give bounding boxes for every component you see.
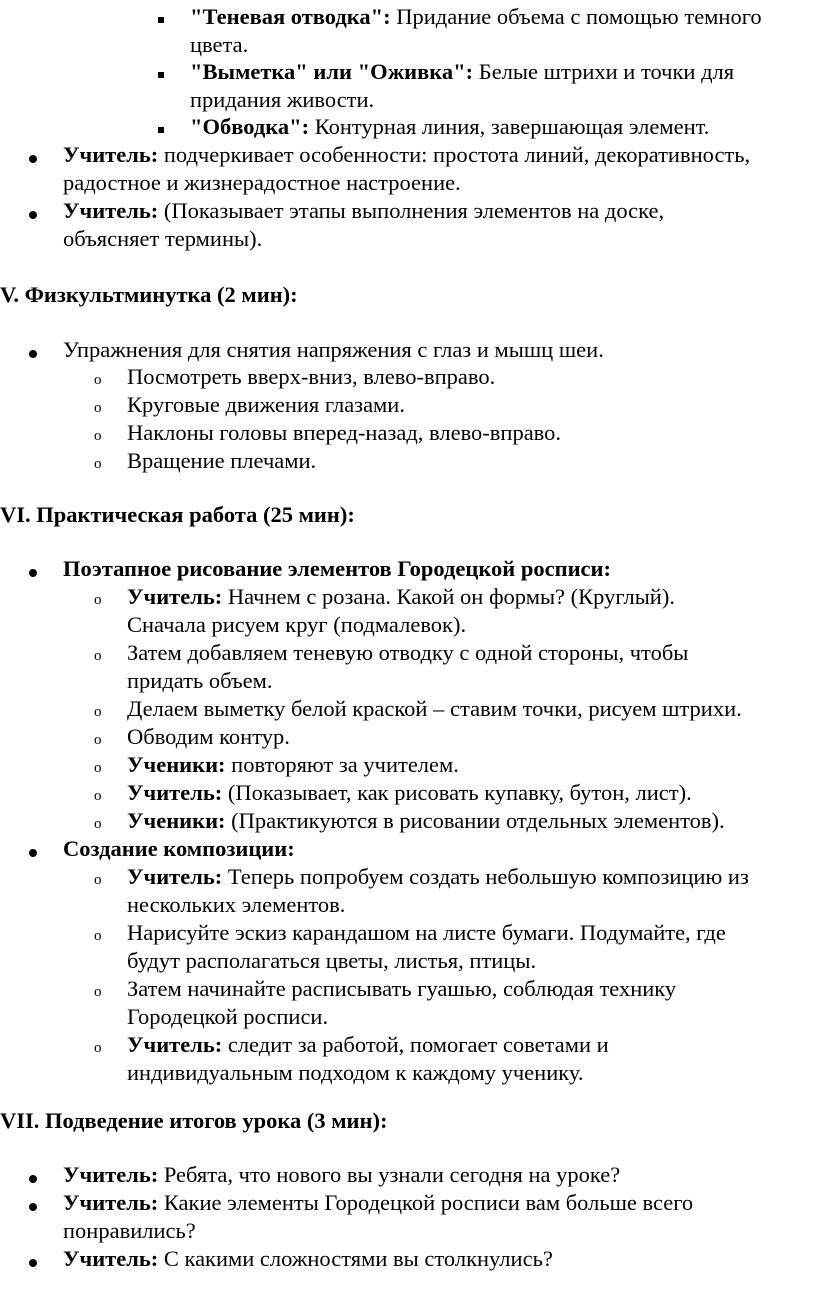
list-item-continuation: объясняет термины).: [63, 226, 263, 251]
sub-list-item: Ученики: (Практикуются в рисовании отдельных элементов).: [127, 808, 725, 833]
bullet-icon: [29, 350, 37, 358]
list-item: Учитель: С какими сложностями вы столкнулись?: [63, 1246, 553, 1271]
sub-list-item: Затем добавляем теневую отводку с одной стороны, чтобы: [127, 640, 689, 665]
bullet-icon: [29, 569, 37, 577]
circle-bullet-icon: o: [94, 928, 102, 944]
sub-list-item: Круговые движения глазами.: [127, 392, 405, 417]
sub-list-item: Учитель: следит за работой, помогает советами и: [127, 1032, 609, 1057]
square-bullet-icon: [158, 72, 164, 78]
sub-list-item-continuation: Сначала рисуем круг (подмалевок).: [127, 612, 467, 637]
circle-bullet-icon: o: [94, 816, 102, 832]
group-title: Поэтапное рисование элементов Городецкой росписи:: [63, 556, 611, 581]
sub-list-item: Вращение плечами.: [127, 448, 317, 473]
bullet-icon: [29, 155, 37, 163]
sub-list-item-continuation: индивидуальным подходом к каждому ученику.: [127, 1060, 584, 1085]
sub-list-item-continuation: нескольких элементов.: [127, 892, 346, 917]
square-bullet-icon: [158, 127, 164, 133]
group-title: Создание композиции:: [63, 836, 295, 861]
circle-bullet-icon: o: [94, 704, 102, 720]
sub-list-item: Обводим контур.: [127, 724, 290, 749]
list-item: Учитель: Какие элементы Городецкой росписи вам больше всего: [63, 1190, 694, 1215]
circle-bullet-icon: o: [94, 428, 102, 444]
circle-bullet-icon: o: [94, 1040, 102, 1056]
sub-list-item-continuation: Городецкой росписи.: [127, 1004, 329, 1029]
list-item: Упражнения для снятия напряжения с глаз и мышц шеи.: [63, 337, 604, 362]
section-heading: VI. Практическая работа (25 мин):: [0, 502, 355, 527]
circle-bullet-icon: o: [94, 760, 102, 776]
list-item: "Обводка": Контурная линия, завершающая элемент.: [190, 114, 710, 139]
circle-bullet-icon: o: [94, 456, 102, 472]
bullet-icon: [29, 1203, 37, 1211]
section-heading: V. Физкультминутка (2 мин):: [0, 282, 298, 307]
list-item: Учитель: подчеркивает особенности: простота линий, декоративность,: [63, 142, 751, 167]
sub-list-item: Делаем выметку белой краской – ставим точки, рисуем штрихи.: [127, 696, 742, 721]
bullet-icon: [29, 211, 37, 219]
circle-bullet-icon: o: [94, 400, 102, 416]
sub-list-item: Учитель: Начнем с розана. Какой он формы? (Круглый).: [127, 584, 675, 609]
list-item: Учитель: (Показывает этапы выполнения элементов на доске,: [63, 198, 665, 223]
sub-list-item: Наклоны головы вперед-назад, влево-вправо.: [127, 420, 562, 445]
list-item-continuation: цвета.: [190, 32, 249, 57]
sub-list-item-continuation: придать объем.: [127, 668, 273, 693]
circle-bullet-icon: o: [94, 372, 102, 388]
list-item: "Теневая отводка": Придание объема с помощью темного: [190, 4, 762, 29]
square-bullet-icon: [158, 17, 164, 23]
sub-list-item: Затем начинайте расписывать гуашью, соблюдая технику: [127, 976, 677, 1001]
bullet-icon: [29, 1175, 37, 1183]
list-item-continuation: понравились?: [63, 1218, 196, 1243]
sub-list-item-continuation: будут располагаться цветы, листья, птицы.: [127, 948, 537, 973]
sub-list-item: Учитель: Теперь попробуем создать небольшую композицию из: [127, 864, 749, 889]
list-item: Учитель: Ребята, что нового вы узнали сегодня на уроке?: [63, 1162, 621, 1187]
circle-bullet-icon: o: [94, 788, 102, 804]
sub-list-item: Ученики: повторяют за учителем.: [127, 752, 459, 777]
circle-bullet-icon: o: [94, 872, 102, 888]
bullet-icon: [29, 849, 37, 857]
list-item-continuation: придания живости.: [190, 87, 375, 112]
section-heading: VII. Подведение итогов урока (3 мин):: [0, 1108, 388, 1133]
circle-bullet-icon: o: [94, 592, 102, 608]
circle-bullet-icon: o: [94, 648, 102, 664]
circle-bullet-icon: o: [94, 984, 102, 1000]
bullet-icon: [29, 1259, 37, 1267]
list-item-continuation: радостное и жизнерадостное настроение.: [63, 170, 461, 195]
sub-list-item: Нарисуйте эскиз карандашом на листе бумаги. Подумайте, где: [127, 920, 726, 945]
sub-list-item: Учитель: (Показывает, как рисовать купавку, бутон, лист).: [127, 780, 692, 805]
circle-bullet-icon: o: [94, 732, 102, 748]
sub-list-item: Посмотреть вверх-вниз, влево-вправо.: [127, 364, 496, 389]
list-item: "Выметка" или "Оживка": Белые штрихи и точки для: [190, 59, 735, 84]
